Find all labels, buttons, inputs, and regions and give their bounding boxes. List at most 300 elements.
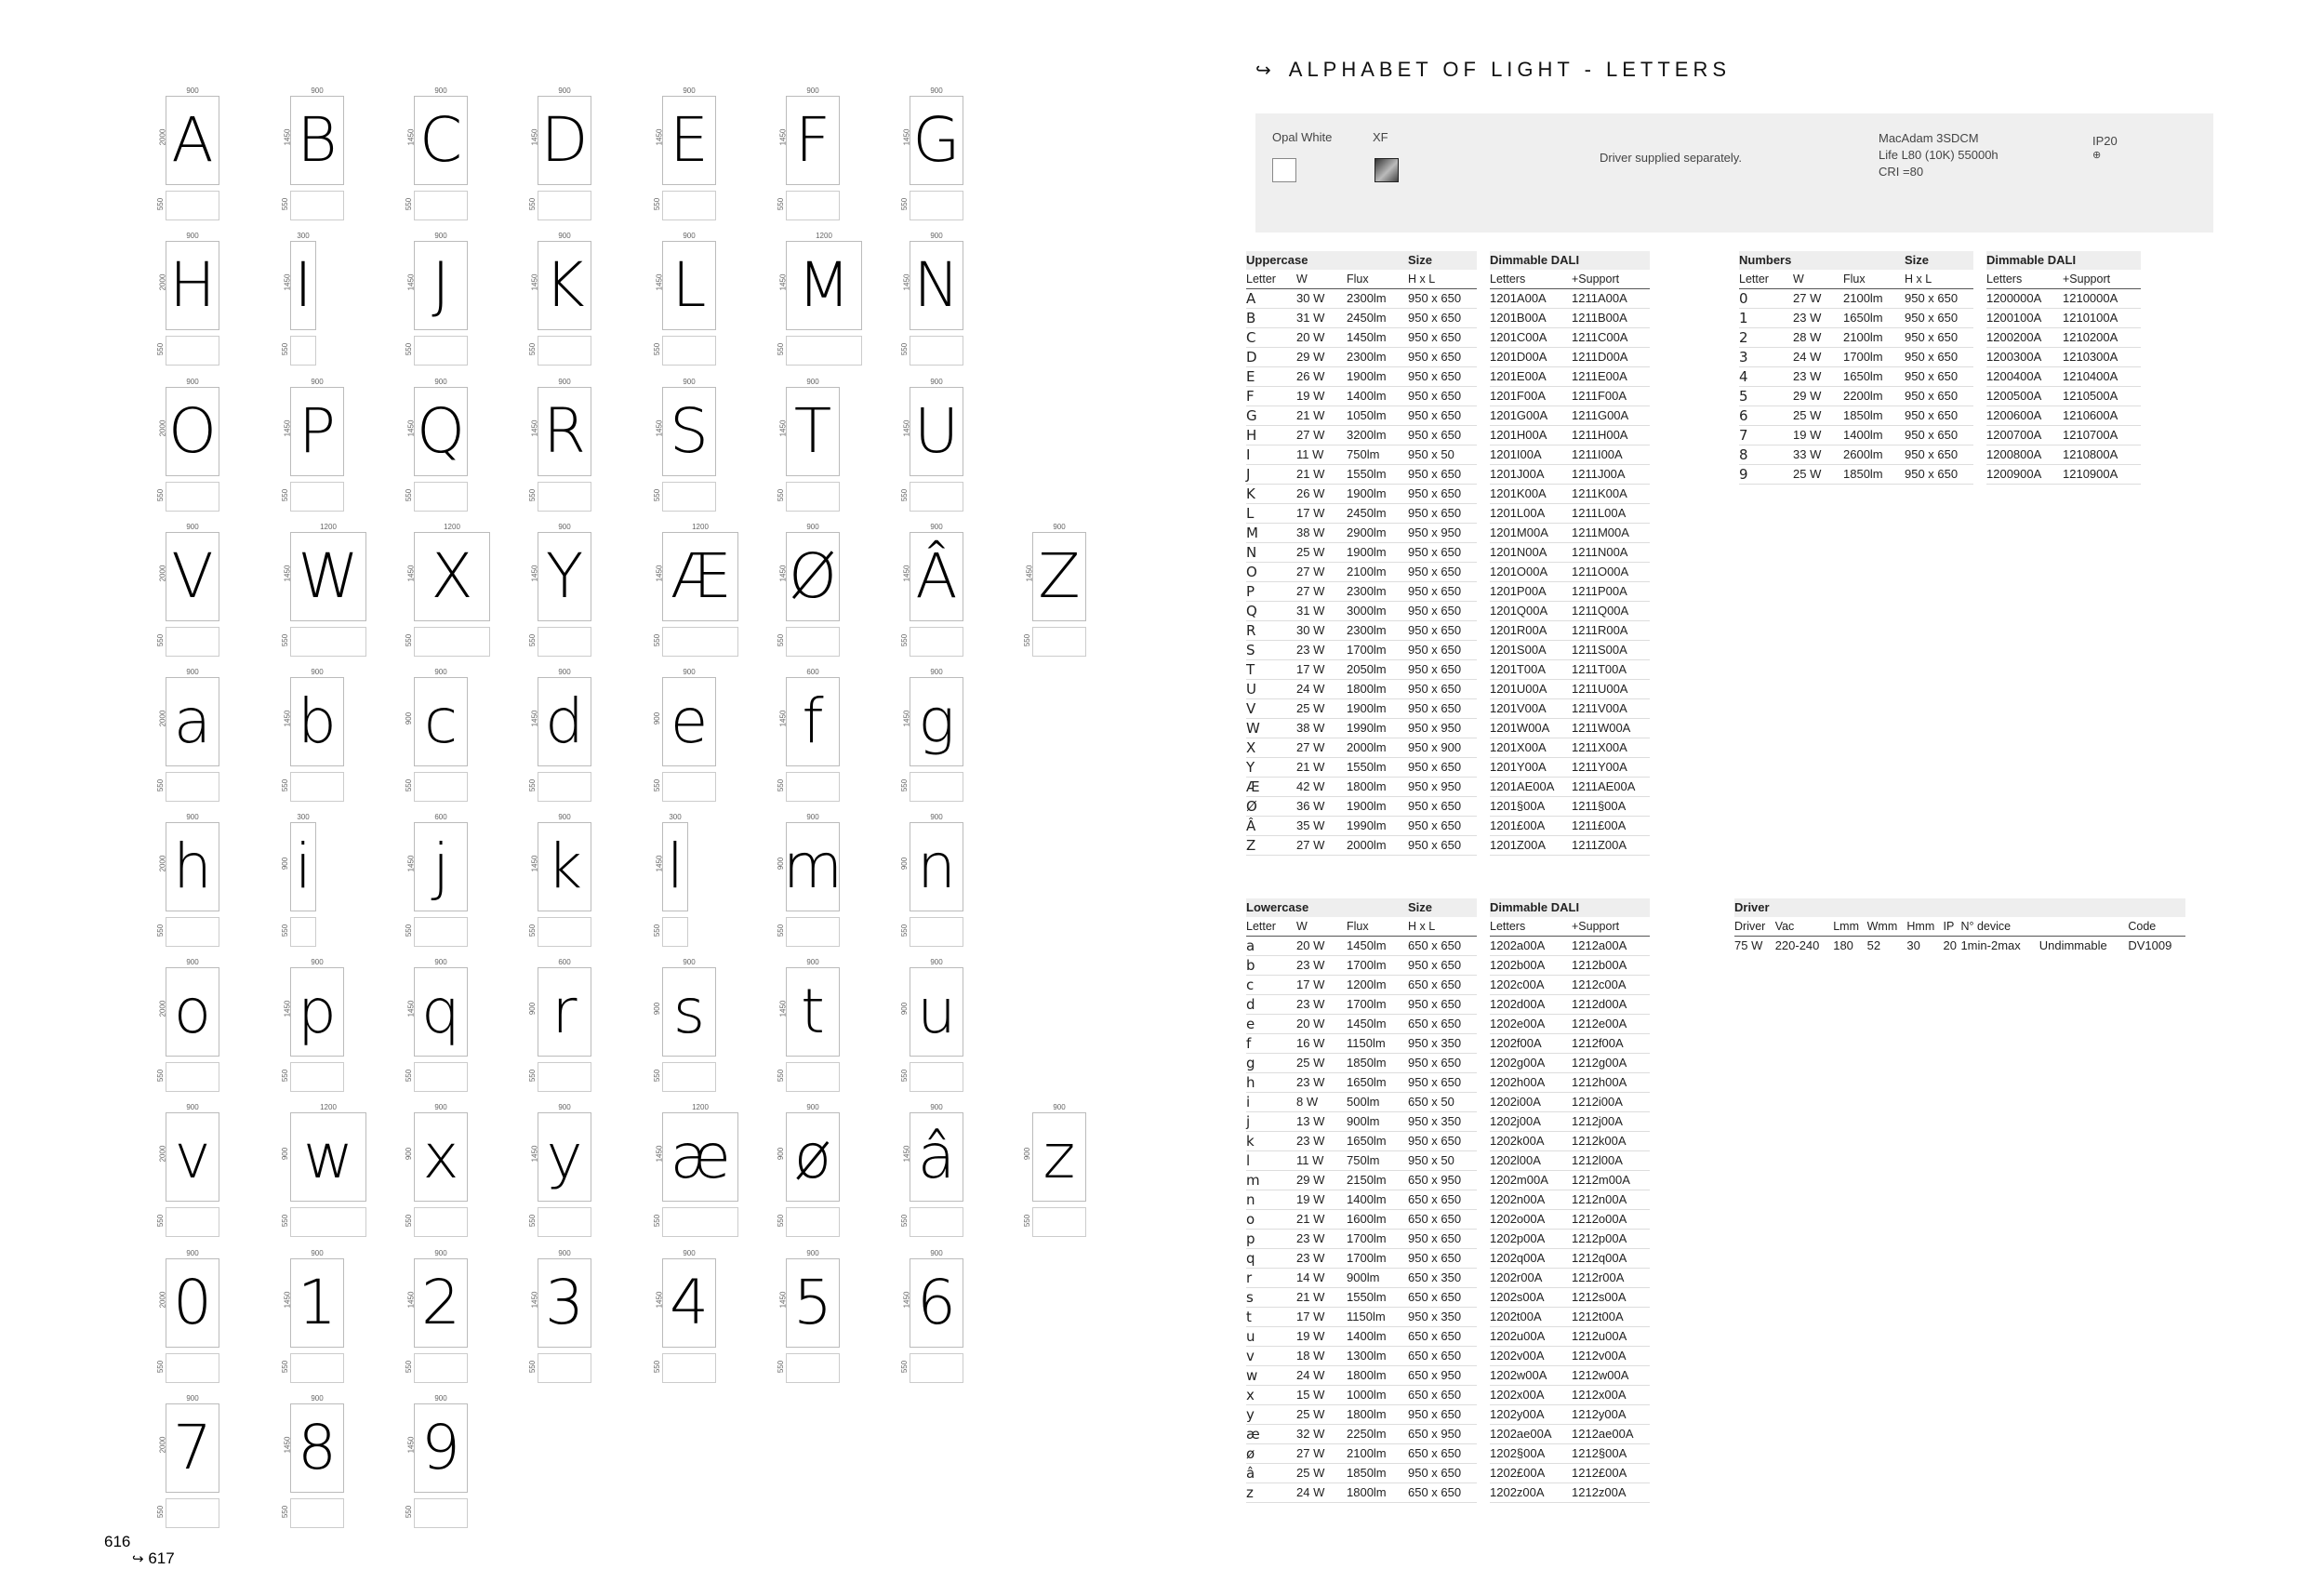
width-dimension: 900	[558, 86, 571, 95]
support-box	[910, 336, 963, 366]
width-dimension: 900	[434, 1249, 447, 1257]
lowercase-cell: 1800lm	[1347, 1483, 1408, 1503]
support-box	[910, 772, 963, 802]
glyph-cell	[653, 1103, 738, 1237]
width-dimension: 900	[558, 523, 571, 531]
uppercase-cell: 1201AE00A	[1490, 778, 1572, 797]
height-dimension: 2000	[158, 1436, 167, 1454]
uppercase-cell: 1201P00A	[1490, 582, 1572, 602]
uppercase-cell: 1201N00A	[1490, 543, 1572, 563]
numbers-cell: 950 x 650	[1905, 426, 1973, 445]
uppercase-size-title: Size	[1408, 251, 1477, 270]
support-dimension: 550	[528, 778, 538, 792]
support-dimension: 550	[777, 633, 786, 647]
lowercase-row	[1246, 1386, 1650, 1405]
lowercase-cell: u	[1246, 1327, 1296, 1347]
uppercase-row	[1246, 387, 1650, 406]
height-dimension: 1450	[655, 855, 664, 872]
support-box	[662, 772, 716, 802]
lowercase-cell: 650 x 950	[1408, 1171, 1477, 1190]
glyph-cell	[653, 1249, 716, 1383]
uppercase-cell: 1211U00A	[1572, 680, 1650, 699]
numbers-cell: 1200300A	[1986, 348, 2063, 367]
glyph-cell	[281, 232, 316, 366]
glyph-box	[290, 1403, 344, 1493]
glyph-box	[538, 96, 591, 185]
height-dimension: 900	[405, 711, 414, 725]
uppercase-cell: D	[1246, 348, 1296, 367]
glyph: v	[174, 1121, 211, 1192]
lowercase-cell: 1202f00A	[1490, 1034, 1572, 1054]
uppercase-cell: 2300lm	[1347, 621, 1408, 641]
numbers-row	[1739, 309, 2141, 328]
support-box	[166, 336, 219, 366]
numbers-col-header: W	[1793, 270, 1843, 289]
glyph-box	[414, 241, 468, 330]
support-box	[166, 191, 219, 220]
lowercase-cell: 1850lm	[1347, 1464, 1408, 1483]
glyph: 8	[298, 1412, 337, 1483]
glyph-box	[414, 1403, 468, 1493]
height-dimension: 900	[528, 1002, 538, 1016]
numbers-cell: 950 x 650	[1905, 367, 1973, 387]
lowercase-cell: v	[1246, 1347, 1296, 1366]
lowercase-cell: f	[1246, 1034, 1296, 1054]
glyph-cell	[281, 813, 316, 947]
glyph: u	[917, 976, 956, 1047]
width-dimension: 900	[186, 378, 199, 386]
support-dimension: 550	[653, 197, 662, 211]
lowercase-cell: 20 W	[1296, 1015, 1347, 1034]
support-dimension: 550	[900, 342, 910, 356]
numbers-cell: 950 x 650	[1905, 387, 1973, 406]
gap	[1477, 817, 1490, 836]
lowercase-cell: c	[1246, 976, 1296, 995]
height-dimension: 1450	[283, 1436, 292, 1454]
uppercase-cell: 23 W	[1296, 641, 1347, 660]
glyph: G	[912, 104, 961, 176]
support-dimension: 550	[653, 1214, 662, 1228]
uppercase-cell: 1211AE00A	[1572, 778, 1650, 797]
glyph-cell	[528, 523, 591, 657]
lowercase-cell: 1202a00A	[1490, 937, 1572, 956]
page-title	[1255, 58, 1731, 82]
lowercase-cell: 1212a00A	[1572, 937, 1650, 956]
glyph-box	[290, 822, 316, 911]
gap	[1477, 1425, 1490, 1444]
height-dimension: 900	[777, 1147, 786, 1161]
uppercase-cell: 1211P00A	[1572, 582, 1650, 602]
height-dimension: 1450	[283, 565, 292, 582]
uppercase-cell: 27 W	[1296, 582, 1347, 602]
support-dimension: 550	[653, 633, 662, 647]
lowercase-cell: 1212i00A	[1572, 1093, 1650, 1112]
uppercase-cell: 950 x 650	[1408, 797, 1477, 817]
driver-col-h: Hmm	[1906, 917, 1943, 937]
uppercase-row	[1246, 660, 1650, 680]
uppercase-cell: N	[1246, 543, 1296, 563]
support-dimension: 550	[156, 778, 166, 792]
glyph-cell	[1023, 1103, 1086, 1237]
uppercase-row	[1246, 367, 1650, 387]
lowercase-cell: 15 W	[1296, 1386, 1347, 1405]
uppercase-cell: 950 x 650	[1408, 309, 1477, 328]
support-dimension: 550	[405, 778, 414, 792]
lowercase-cell: k	[1246, 1132, 1296, 1151]
lowercase-cell: 16 W	[1296, 1034, 1347, 1054]
gap	[1477, 543, 1490, 563]
driver-code: DV1009	[2128, 938, 2172, 952]
glyph-box	[662, 241, 716, 330]
uppercase-cell: 950 x 650	[1408, 289, 1477, 309]
glyph: r	[551, 976, 578, 1047]
opal-white-label: Opal White	[1272, 130, 1333, 144]
uppercase-cell: 1201M00A	[1490, 524, 1572, 543]
gap	[1477, 738, 1490, 758]
width-dimension: 900	[683, 1249, 696, 1257]
support-dimension: 550	[777, 924, 786, 937]
lowercase-col-header: H x L	[1408, 917, 1477, 937]
width-dimension: 900	[683, 378, 696, 386]
width-dimension: 900	[311, 86, 324, 95]
lowercase-cell: s	[1246, 1288, 1296, 1308]
glyph: 4	[670, 1267, 709, 1338]
lowercase-cell: 1212y00A	[1572, 1405, 1650, 1425]
lowercase-cell: 17 W	[1296, 1308, 1347, 1327]
glyph-box	[166, 1258, 219, 1348]
lowercase-cell: 11 W	[1296, 1151, 1347, 1171]
glyph: æ	[670, 1121, 731, 1192]
glyph: I	[294, 249, 312, 321]
support-box	[414, 482, 468, 512]
numbers-row	[1739, 289, 2141, 309]
support-dimension: 550	[405, 1069, 414, 1083]
support-dimension: 550	[156, 1214, 166, 1228]
lowercase-cell: 1212d00A	[1572, 995, 1650, 1015]
gap	[1477, 836, 1490, 856]
glyph-box	[662, 822, 688, 911]
numbers-cell: 2200lm	[1843, 387, 1905, 406]
lowercase-cell: 14 W	[1296, 1269, 1347, 1288]
lowercase-cell: 1202y00A	[1490, 1405, 1572, 1425]
glyph-box	[166, 677, 219, 766]
life-line: Life L80 (10K) 55000h	[1879, 148, 1999, 162]
lowercase-row	[1246, 1366, 1650, 1386]
glyph-box	[786, 1112, 840, 1202]
numbers-cell: 0	[1739, 289, 1793, 309]
uppercase-cell: 950 x 650	[1408, 465, 1477, 485]
support-dimension: 550	[156, 924, 166, 937]
support-box	[166, 772, 219, 802]
numbers-cell: 1650lm	[1843, 309, 1905, 328]
height-dimension: 1450	[283, 273, 292, 291]
lowercase-cell: 1200lm	[1347, 976, 1408, 995]
numbers-row	[1739, 465, 2141, 485]
support-dimension: 550	[281, 488, 290, 502]
uppercase-cell: 26 W	[1296, 485, 1347, 504]
support-dimension: 550	[653, 778, 662, 792]
uppercase-cell: 1211£00A	[1572, 817, 1650, 836]
support-box	[166, 1498, 219, 1528]
glyph: K	[544, 249, 585, 321]
page-title-text: ALPHABET OF LIGHT - LETTERS	[1288, 58, 1732, 81]
gap	[1477, 1347, 1490, 1366]
gap	[1477, 1405, 1490, 1425]
spec-panel	[1255, 113, 2213, 233]
height-dimension: 1450	[655, 419, 664, 437]
support-dimension: 550	[281, 1505, 290, 1519]
height-dimension: 2000	[158, 273, 167, 291]
lowercase-cell: 1650lm	[1347, 1073, 1408, 1093]
gap	[1477, 758, 1490, 778]
glyph: 3	[545, 1267, 584, 1338]
uppercase-cell: 1201K00A	[1490, 485, 1572, 504]
width-dimension: 1200	[816, 232, 832, 240]
uppercase-cell: 31 W	[1296, 309, 1347, 328]
uppercase-col-header: Letters	[1490, 270, 1572, 289]
uppercase-cell: 1211X00A	[1572, 738, 1650, 758]
support-box	[662, 627, 738, 657]
uppercase-cell: 1211V00A	[1572, 699, 1650, 719]
width-dimension: 900	[930, 378, 943, 386]
gap	[1477, 699, 1490, 719]
lowercase-cell: 650 x 350	[1408, 1269, 1477, 1288]
lowercase-cell: 1700lm	[1347, 1230, 1408, 1249]
gap	[1477, 956, 1490, 976]
width-dimension: 900	[683, 86, 696, 95]
glyph-cell	[405, 1103, 468, 1237]
uppercase-cell: 2300lm	[1347, 289, 1408, 309]
uppercase-row	[1246, 641, 1650, 660]
lowercase-cell: y	[1246, 1405, 1296, 1425]
support-box	[786, 627, 840, 657]
support-dimension: 550	[156, 488, 166, 502]
numbers-cell: 1650lm	[1843, 367, 1905, 387]
glyph-cell	[405, 1394, 468, 1528]
support-box	[910, 917, 963, 947]
support-dimension: 550	[1023, 633, 1032, 647]
height-dimension: 1450	[655, 128, 664, 146]
gap	[1477, 289, 1490, 309]
glyph-cell	[528, 1249, 591, 1383]
width-dimension: 900	[186, 523, 199, 531]
uppercase-cell: 1201L00A	[1490, 504, 1572, 524]
support-dimension: 550	[1023, 1214, 1032, 1228]
lowercase-row	[1246, 1327, 1650, 1347]
lowercase-cell: 1850lm	[1347, 1054, 1408, 1073]
support-box	[290, 191, 344, 220]
glyph-box	[538, 532, 591, 621]
uppercase-row	[1246, 602, 1650, 621]
support-box	[166, 1207, 219, 1237]
lowercase-cell: 950 x 350	[1408, 1112, 1477, 1132]
lowercase-cell: 19 W	[1296, 1327, 1347, 1347]
support-box	[786, 336, 862, 366]
lowercase-cell: 1202q00A	[1490, 1249, 1572, 1269]
numbers-cell: 1210000A	[2063, 289, 2141, 309]
lowercase-cell: 24 W	[1296, 1366, 1347, 1386]
glyph-box	[786, 387, 840, 476]
height-dimension: 1450	[406, 419, 416, 437]
numbers-col-header: H x L	[1905, 270, 1973, 289]
support-dimension: 550	[900, 1214, 910, 1228]
glyph: d	[545, 685, 584, 757]
width-dimension: 900	[806, 813, 819, 821]
numbers-col-header: +Support	[2063, 270, 2141, 289]
uppercase-cell: 1900lm	[1347, 797, 1408, 817]
gap	[1477, 348, 1490, 367]
lowercase-cell: 1600lm	[1347, 1210, 1408, 1230]
uppercase-cell: W	[1246, 719, 1296, 738]
uppercase-cell: 1990lm	[1347, 817, 1408, 836]
uppercase-cell: 1201A00A	[1490, 289, 1572, 309]
lowercase-cell: 1202p00A	[1490, 1230, 1572, 1249]
glyph-cell	[653, 813, 688, 947]
gap	[1973, 328, 1986, 348]
numbers-cell: 1210800A	[2063, 445, 2141, 465]
glyph-box	[166, 387, 219, 476]
glyph: y	[546, 1121, 583, 1192]
width-dimension: 900	[683, 958, 696, 966]
glyph: L	[671, 249, 707, 321]
uppercase-cell: 1550lm	[1347, 758, 1408, 778]
uppercase-cell: S	[1246, 641, 1296, 660]
width-dimension: 900	[186, 232, 199, 240]
width-dimension: 900	[930, 1103, 943, 1111]
numbers-cell: 23 W	[1793, 309, 1843, 328]
driver-col-code: Code	[2128, 917, 2185, 937]
numbers-cell: 1210600A	[2063, 406, 2141, 426]
height-dimension: 1450	[530, 128, 539, 146]
width-dimension: 900	[186, 813, 199, 821]
numbers-cell: 950 x 650	[1905, 348, 1973, 367]
glyph: S	[670, 395, 709, 467]
lowercase-cell: 650 x 650	[1408, 1288, 1477, 1308]
width-dimension: 900	[558, 668, 571, 676]
uppercase-cell: 950 x 650	[1408, 367, 1477, 387]
lowercase-cell: m	[1246, 1171, 1296, 1190]
height-dimension: 1450	[530, 710, 539, 727]
gap	[1477, 1132, 1490, 1151]
glyph-box	[910, 822, 963, 911]
gap	[1477, 582, 1490, 602]
support-box	[414, 772, 468, 802]
gap	[1477, 621, 1490, 641]
uppercase-row	[1246, 778, 1650, 797]
uppercase-cell: 1201D00A	[1490, 348, 1572, 367]
gap	[1477, 917, 1490, 937]
uppercase-col-header: Letter	[1246, 270, 1296, 289]
lowercase-cell: 650 x 650	[1408, 1015, 1477, 1034]
glyph-box	[910, 967, 963, 1057]
uppercase-cell: 950 x 650	[1408, 328, 1477, 348]
uppercase-cell: J	[1246, 465, 1296, 485]
uppercase-cell: H	[1246, 426, 1296, 445]
gap	[1477, 660, 1490, 680]
glyph: E	[670, 104, 709, 176]
uppercase-cell: A	[1246, 289, 1296, 309]
lowercase-cell: 1212q00A	[1572, 1249, 1650, 1269]
glyph: H	[169, 249, 216, 321]
height-dimension: 2000	[158, 1145, 167, 1163]
support-box	[414, 917, 468, 947]
support-box	[414, 336, 468, 366]
uppercase-cell: 950 x 650	[1408, 699, 1477, 719]
support-box	[538, 482, 591, 512]
uppercase-cell: 1201X00A	[1490, 738, 1572, 758]
lowercase-cell: 1202j00A	[1490, 1112, 1572, 1132]
lowercase-row	[1246, 1073, 1650, 1093]
uppercase-cell: 950 x 650	[1408, 817, 1477, 836]
width-dimension: 900	[806, 523, 819, 531]
uppercase-row	[1246, 485, 1650, 504]
support-box	[786, 482, 840, 512]
height-dimension: 1450	[406, 1291, 416, 1309]
glyph-box	[910, 1258, 963, 1348]
glyph: D	[540, 104, 589, 176]
lowercase-cell: 1212j00A	[1572, 1112, 1650, 1132]
uppercase-cell: 1900lm	[1347, 699, 1408, 719]
glyph-cell	[405, 958, 468, 1092]
glyph-cell	[777, 668, 840, 802]
uppercase-row	[1246, 289, 1650, 309]
support-dimension: 550	[900, 778, 910, 792]
width-dimension: 900	[558, 232, 571, 240]
support-box	[538, 917, 591, 947]
height-dimension: 1450	[778, 565, 788, 582]
support-dimension: 550	[653, 1069, 662, 1083]
gap	[1477, 1190, 1490, 1210]
glyph: A	[171, 104, 214, 176]
width-dimension: 900	[434, 378, 447, 386]
height-dimension: 1450	[283, 128, 292, 146]
right-page	[1228, 0, 2324, 1569]
numbers-cell: 25 W	[1793, 465, 1843, 485]
numbers-cell: 1210900A	[2063, 465, 2141, 485]
uppercase-cell: 2450lm	[1347, 504, 1408, 524]
support-dimension: 550	[281, 342, 290, 356]
gap	[1477, 680, 1490, 699]
numbers-cell: 1200100A	[1986, 309, 2063, 328]
lowercase-col-header: Letter	[1246, 917, 1296, 937]
glyph-cell	[405, 813, 468, 947]
lowercase-cell: a	[1246, 937, 1296, 956]
height-dimension: 2000	[158, 710, 167, 727]
glyph: p	[298, 976, 337, 1047]
lowercase-cell: 24 W	[1296, 1483, 1347, 1503]
lowercase-cell: 1150lm	[1347, 1034, 1408, 1054]
lowercase-cell: l	[1246, 1151, 1296, 1171]
lowercase-row	[1246, 1132, 1650, 1151]
support-box	[290, 482, 344, 512]
lowercase-cell: 1212b00A	[1572, 956, 1650, 976]
glyph: l	[666, 831, 684, 902]
support-dimension: 550	[653, 1360, 662, 1374]
lowercase-cell: 1800lm	[1347, 1405, 1408, 1425]
uppercase-cell: 1201B00A	[1490, 309, 1572, 328]
glyph-cell	[281, 523, 366, 657]
uppercase-cell: 1211F00A	[1572, 387, 1650, 406]
uppercase-cell: 27 W	[1296, 426, 1347, 445]
numbers-cell: 1850lm	[1843, 465, 1905, 485]
uppercase-cell: 24 W	[1296, 680, 1347, 699]
glyph: C	[418, 104, 463, 176]
glyph: x	[422, 1121, 459, 1192]
height-dimension: 1450	[778, 273, 788, 291]
lowercase-cell: 650 x 650	[1408, 1190, 1477, 1210]
glyph-box	[786, 241, 862, 330]
uppercase-cell: V	[1246, 699, 1296, 719]
